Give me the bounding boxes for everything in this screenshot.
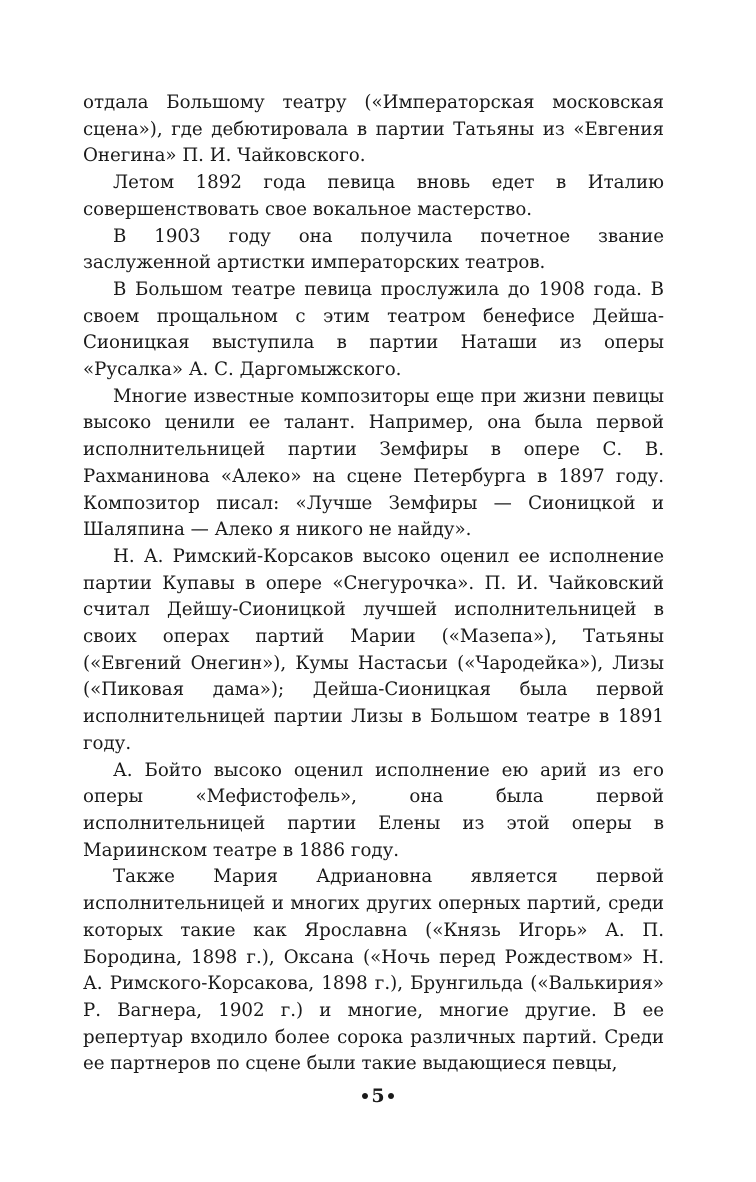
paragraph-8: Также Мария Адриановна является первой исполнительницей и многих других оперных партий, среди которых такие как Ярославна («Князь Игорь» А. П. Бородина, 1898 г.), Оксана («Ночь перед Рождеством» Н. А. Римского-Корсакова, 1898 г.), Брунгильда («Валькирия» Р. Вагнера, 1902 г.) и многие, многие другие. В ее репертуар входило более сорока различных партий. Среди ее партнеров по сцене были такие выдающиеся певцы,: [83, 866, 664, 1075]
paragraph-3: В 1903 году она получила почетное звание заслуженной артистки императорских театров.: [83, 225, 664, 274]
paragraph-2: Летом 1892 года певица вновь едет в Италию совершенствовать свое вокальное мастерство.: [83, 172, 664, 220]
page-footer: [0, 1085, 756, 1107]
bullet-left-icon: [362, 1093, 368, 1099]
body-text: [83, 90, 664, 1078]
page-number: 5: [371, 1085, 385, 1107]
paragraph-4: В Большом театре певица прослужила до 1908 года. В своем прощальном с этим театром бенефисе Дейша-Сионицкая выступила в партии Наташи из оперы «Русалка» А. С. Даргомыжского.: [83, 278, 664, 381]
bullet-right-icon: [388, 1093, 394, 1099]
paragraph-6: Н. А. Римский-Корсаков высоко оценил ее исполнение партии Купавы в опере «Снегурочка». П. И. Чайковский считал Дейшу-Сионицкой лучшей исполнительницей в своих операх партий Марии («Мазепа»), Татьяны («Евгений Онегин»), Кумы Настасьи («Чародейка»), Лизы («Пиковая дама»); Дейша-Сионицкая была первой исполнительницей партии Лизы в Большом театре в 1891 году.: [83, 545, 664, 754]
paragraph-1: отдала Большому театру («Императорская московская сцена»), где дебютировала в партии Татьяны из «Евгения Онегина» П. И. Чайковского.: [83, 92, 664, 167]
paragraph-7: А. Бойто высоко оценил исполнение ею арий из его оперы «Мефистофель», она была первой исполнительницей партии Елены из этой оперы в Мариинском театре в 1886 году.: [83, 759, 664, 861]
paragraph-5: Многие известные композиторы еще при жизни певицы высоко ценили ее талант. Например, она была первой исполнительницей партии Земфиры в опере С. В. Рахманинова «Алеко» на сцене Петербурга в 1897 году. Композитор писал: «Лучше Земфиры — Сионицкой и Шаляпина — Алеко я никого не найду».: [83, 385, 664, 541]
